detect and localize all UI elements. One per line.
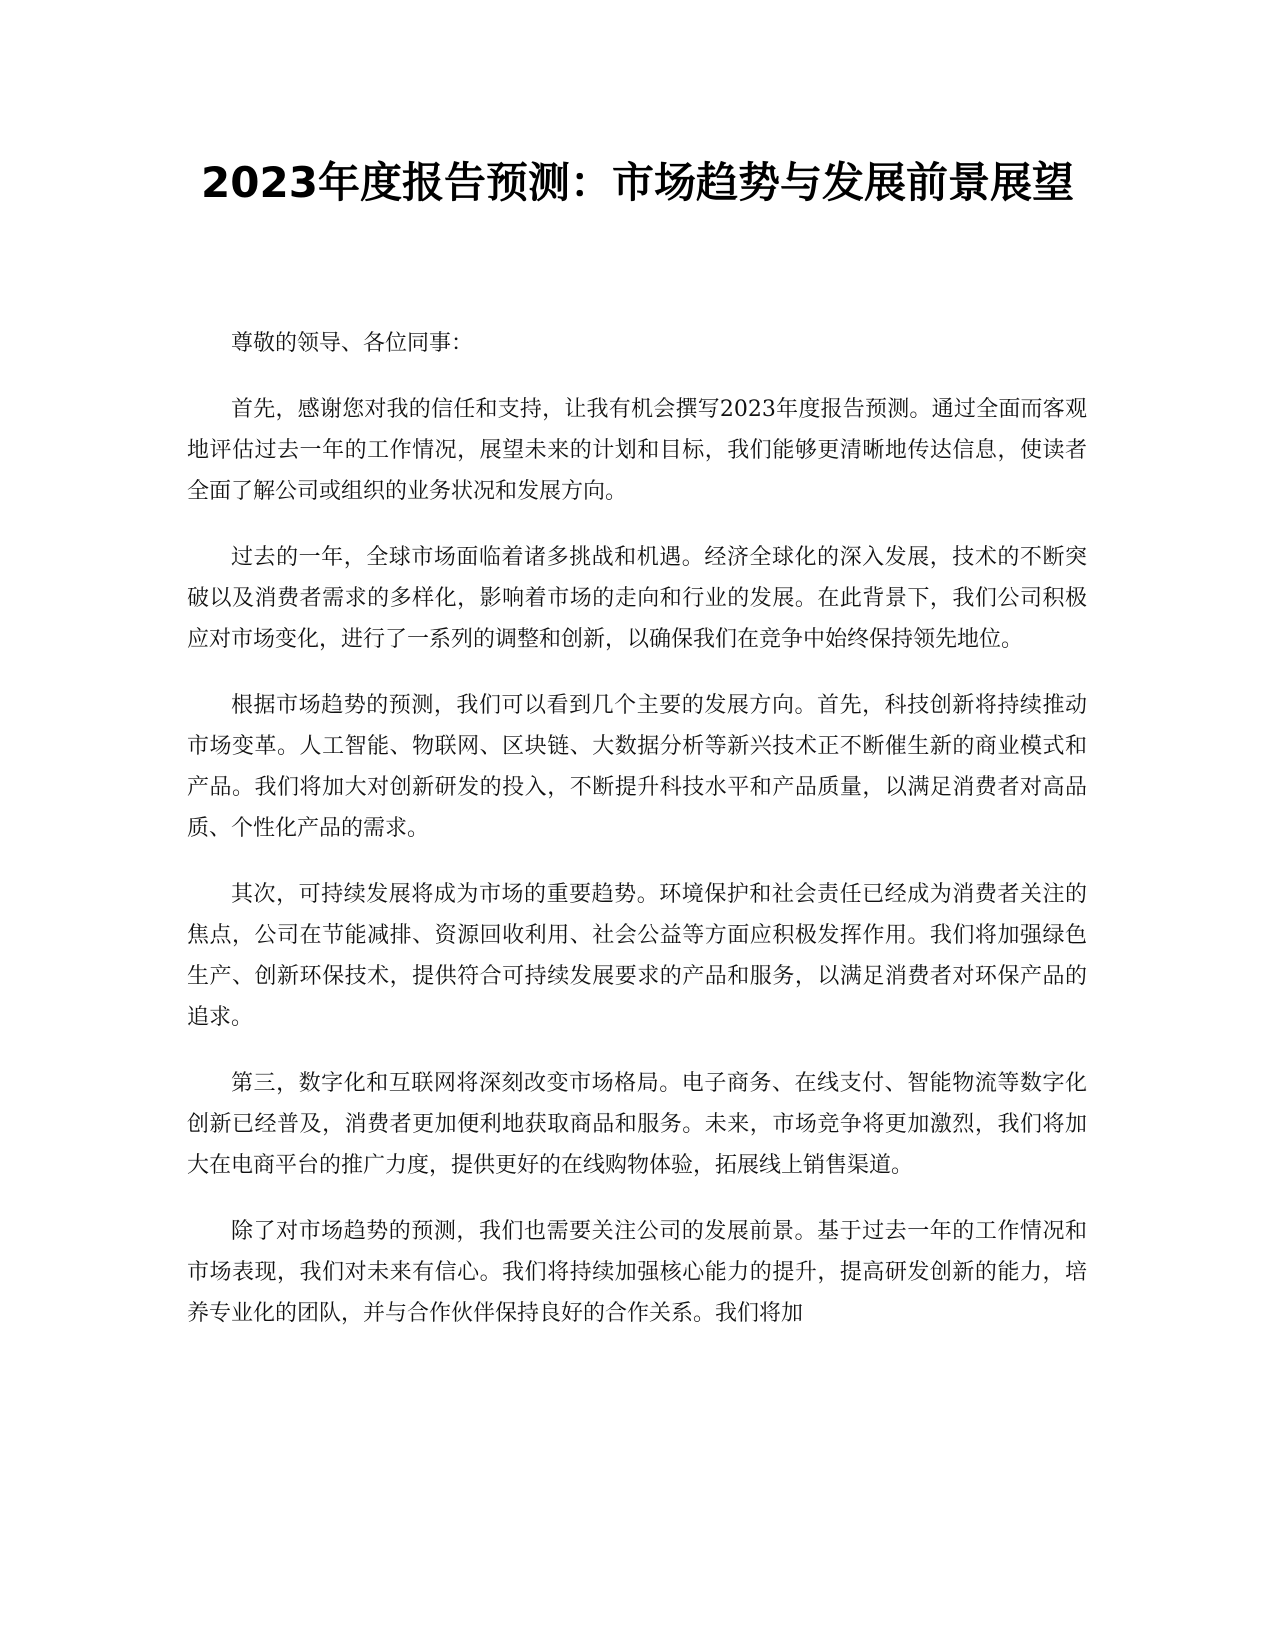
salutation: 尊敬的领导、各位同事： (231, 331, 474, 356)
document-body (187, 323, 1087, 1359)
paragraph-past-year: 过去的一年，全球市场面临着诸多挑战和机遇。经济全球化的深入发展，技术的不断突破以及消费者需求的多样化，影响着市场的走向和行业的发展。在此背景下，我们公司积极应对市场变化，进行了一系列的调整和创新，以确保我们在竞争中始终保持领先地位。 (187, 545, 1087, 652)
paragraph-tech-innovation: 根据市场趋势的预测，我们可以看到几个主要的发展方向。首先，科技创新将持续推动市场变革。人工智能、物联网、区块链、大数据分析等新兴技术正不断催生新的商业模式和产品。我们将加大对创新研发的投入，不断提升科技水平和产品质量，以满足消费者对高品质、个性化产品的需求。 (187, 693, 1087, 841)
document-title: 2023年度报告预测：市场趋势与发展前景展望 (201, 158, 1074, 207)
paragraph-company-outlook: 除了对市场趋势的预测，我们也需要关注公司的发展前景。基于过去一年的工作情况和市场表现，我们对未来有信心。我们将持续加强核心能力的提升，提高研发创新的能力，培养专业化的团队，并与合作伙伴保持良好的合作关系。我们将加 (187, 1219, 1087, 1326)
paragraph-sustainability: 其次，可持续发展将成为市场的重要趋势。环境保护和社会责任已经成为消费者关注的焦点，公司在节能减排、资源回收利用、社会公益等方面应积极发挥作用。我们将加强绿色生产、创新环保技术，提供符合可持续发展要求的产品和服务，以满足消费者对环保产品的追求。 (187, 882, 1087, 1030)
paragraph-intro: 首先，感谢您对我的信任和支持，让我有机会撰写2023年度报告预测。通过全面而客观地评估过去一年的工作情况，展望未来的计划和目标，我们能够更清晰地传达信息，使读者全面了解公司或组织的业务状况和发展方向。 (187, 397, 1087, 504)
paragraph-digitalization: 第三，数字化和互联网将深刻改变市场格局。电子商务、在线支付、智能物流等数字化创新已经普及，消费者更加便利地获取商品和服务。未来，市场竞争将更加激烈，我们将加大在电商平台的推广力度，提供更好的在线购物体验，拓展线上销售渠道。 (187, 1071, 1087, 1178)
